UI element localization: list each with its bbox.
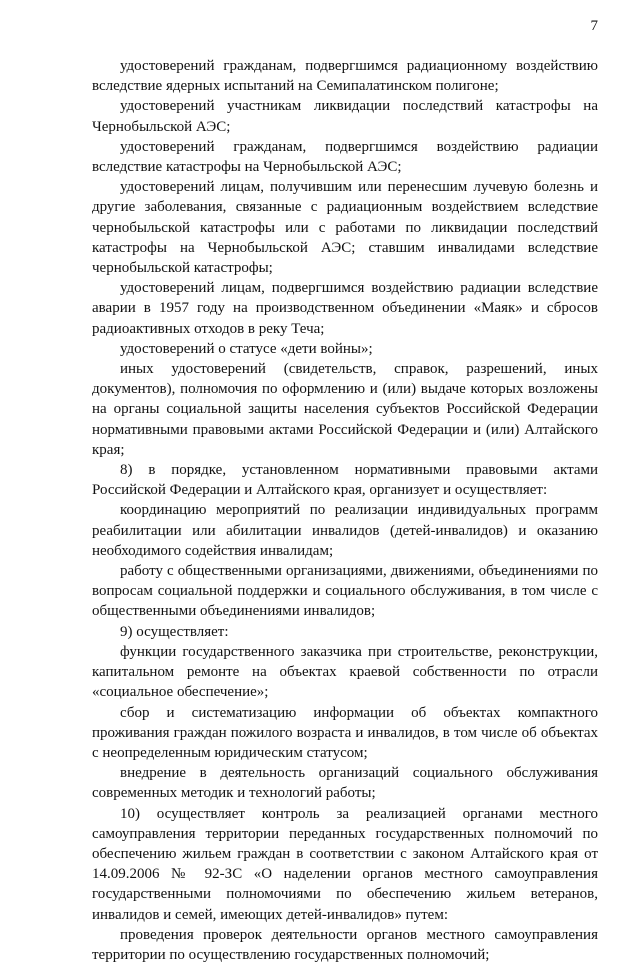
page-number: 7 [590,18,598,34]
document-body [92,56,598,965]
paragraph-3: удостоверений гражданам, подвергшимся воздействию радиации вследствие катастрофы на Чернобыльской АЭС; [92,138,598,176]
paragraph-14: внедрение в деятельность организаций социального обслуживания современных методик и технологий работы; [92,765,598,802]
paragraph-11: 9) осуществляет: [120,623,229,640]
paragraph-7: иных удостоверений (свидетельств, справок, разрешений, иных документов), полномочия по оформлению и (или) выдаче которых возложены на органы социальной защиты населения субъектов Российской Федерации нормативными правовыми актами Российской Федерации и (или) Алтайского края; [92,361,598,458]
paragraph-12: функции государственного заказчика при строительстве, реконструкции, капитальном ремонте на объектах краевой собственности по отрасли «социальное обеспечение»; [92,643,598,701]
paragraph-15: 10) осуществляет контроль за реализацией органами местного самоуправления территории переданных государственных полномочий по обеспечению жильем граждан в соответствии с законом Алтайского края от 14.09.2006 № 92-ЗС «О наделении органов местного самоуправления государственными полномочиями по обеспечению жильем ветеранов, инвалидов и семей, имеющих детей-инвалидов» путем: [92,805,598,923]
paragraph-13: сбор и систематизацию информации об объектах компактного проживания граждан пожилого возраста и инвалидов, в том числе об объектах с неопределенным юридическим статусом; [92,704,598,761]
paragraph-10: работу с общественными организациями, движениями, объединениями по вопросам социальной поддержки и социального обслуживания, в том числе с общественными объединениями инвалидов; [92,563,598,620]
paragraph-5: удостоверений лицам, подвергшимся воздействию радиации вследствие аварии в 1957 году на производственном объединении «Маяк» и сбросов радиоактивных отходов в реку Теча; [92,280,598,337]
paragraph-9: координацию мероприятий по реализации индивидуальных программ реабилитации или абилитации инвалидов (детей-инвалидов) и оказанию необходимого содействия инвалидам; [92,502,598,559]
paragraph-1: удостоверений гражданам, подвергшимся радиационному воздействию вследствие ядерных испытаний на Семипалатинском полигоне; [92,58,598,95]
paragraph-2: удостоверений участникам ликвидации последствий катастрофы на Чернобыльской АЭС; [92,98,598,135]
paragraph-8: 8) в порядке, установленном нормативными правовыми актами Российской Федерации и Алтайского края, организует и осуществляет: [92,462,598,499]
paragraph-16: проведения проверок деятельности органов местного самоуправления территории по осуществлению государственных полномочий; [92,926,598,963]
paragraph-4: удостоверений лицам, получившим или перенесшим лучевую болезнь и другие заболевания, связанные с радиационным воздействием вследствие чернобыльской катастрофы или с работами по ликвидации последствий катастрофы на Чернобыльской АЭС; ставшим инвалидами вследствие чернобыльской катастрофы; [92,179,598,277]
paragraph-6: удостоверений о статусе «дети войны»; [120,340,373,357]
